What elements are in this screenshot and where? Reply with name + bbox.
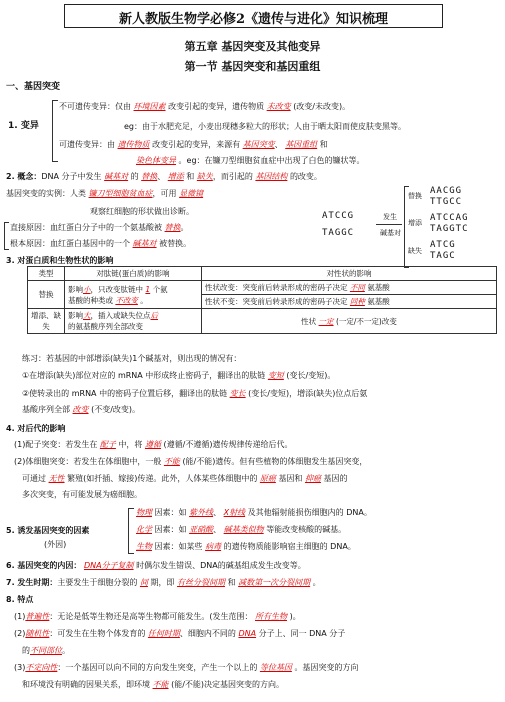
occur-label: 发生 bbox=[383, 213, 397, 221]
s3-ex3: ②使转录出的 mRNA 中的密码子位置后移，翻译出的肽链 变长 (变长/变短)，增添(缺失)位点后氨 bbox=[22, 389, 368, 398]
dna-type-add: 增添 bbox=[408, 219, 422, 227]
s8-line5: 和环境没有明确的因果关系，即环境 不能 (能/不能)决定基因突变的方向。 bbox=[22, 680, 285, 689]
table-row bbox=[28, 281, 497, 295]
s1-line1: 不可遗传变异：仅由 环境因素 改变引起的变异，遗传物质 未改变 (改变/未改变)。 bbox=[59, 102, 351, 111]
s8-line3: 的不同部位。 bbox=[22, 646, 70, 655]
dna-type-replace: 替换 bbox=[408, 192, 422, 200]
s2-line1: 2. 概念：DNA 分子中发生 碱基对 的 替换、 增添 和 缺失，而引起的 基因结构 的改变。 bbox=[6, 172, 322, 181]
title-box bbox=[64, 4, 443, 28]
table-cell: 性状 一定 (一定/不一定)改变 bbox=[202, 309, 497, 334]
dna-add-top: ATCCAG bbox=[430, 213, 469, 223]
s3-ex2: ①在增添(缺失)部位对应的 mRNA 中形成终止密码子，翻译出的肽链 变短 (变长/变短)。 bbox=[22, 371, 336, 380]
s8-line4: (3)不定向性：一个基因可以向不同的方向发生突变，产生一个以上的 等位基因 。基因突变的方向 bbox=[14, 663, 359, 672]
s2-line3: 观察红细胞的形状做出诊断。 bbox=[90, 207, 194, 216]
s2-line5: 根本原因：血红蛋白基因中的一个 碱基对 被替换。 bbox=[10, 239, 192, 248]
page-title: 新人教版生物学必修2《遗传与进化》知识梳理 bbox=[118, 12, 389, 27]
dna-replace-bottom: TTGCC bbox=[430, 197, 463, 207]
dna-left-top: ATCCG bbox=[322, 211, 355, 221]
dna-left-bottom: TAGGC bbox=[322, 228, 355, 238]
variation-label: 1. 变异 bbox=[8, 121, 39, 131]
s5-line1: 物理 因素：如 紫外线、 X射线 及其他辐射能损伤细胞内的 DNA。 bbox=[136, 508, 372, 517]
basepair-label: 碱基对 bbox=[380, 229, 401, 237]
cause-brace bbox=[4, 222, 9, 250]
s8-line2: (2)随机性：可发生在生物个体发育的 任何时期、细胞内不同的 DNA 分子上、同一 DNA 分子 bbox=[14, 629, 346, 638]
s1-heading: 一、基因突变 bbox=[6, 82, 61, 92]
table-cell: 增添、缺失 bbox=[28, 309, 65, 334]
s4-line2: (2)体细胞突变：若发生在体细胞中，一般 不能 (能/不能)遗传。但有些植物的体细胞发生基因突变， bbox=[14, 457, 368, 466]
chapter-heading: 第五章 基因突变及其他变异 bbox=[184, 40, 321, 53]
s5-sub: (外因) bbox=[44, 540, 67, 549]
dna-type-delete: 缺失 bbox=[408, 247, 422, 255]
dna-add-bottom: TAGGTC bbox=[430, 224, 469, 234]
s4-line4: 多次突变，有可能发展为癌细胞。 bbox=[22, 490, 142, 499]
s7-line: 7. 发生时期：主要发生于细胞分裂的 间 期，即 有丝分裂间期 和 减数第一次分裂间期 。 bbox=[6, 578, 321, 587]
table-row bbox=[28, 309, 497, 334]
s8-heading: 8. 特点 bbox=[6, 595, 34, 604]
s3-ex4: 基酸序列全部 改变 (不变/改变)。 bbox=[22, 405, 141, 414]
table-header-row bbox=[28, 267, 497, 281]
factor-brace bbox=[128, 508, 134, 554]
section-heading: 第一节 基因突变和基因重组 bbox=[184, 60, 321, 73]
table-header: 类型 bbox=[28, 267, 65, 281]
s1-line4: 染色体变异 。eg：在镰刀型细胞贫血症中出现了白色的镰状等。 bbox=[136, 156, 365, 165]
s6-line: 6. 基因突变的内因： DNA分子复制 时偶尔发生错误、DNA的碱基组成发生改变等。 bbox=[6, 561, 306, 570]
effect-table bbox=[27, 266, 497, 334]
table-cell: 替换 bbox=[28, 281, 65, 309]
s4-line3: 可通过 无性 繁殖(如扦插、嫁接)传递。此外，人体某些体细胞中的 原癌 基因和 抑癌 基因的 bbox=[22, 474, 348, 483]
s4-heading: 4. 对后代的影响 bbox=[6, 424, 66, 433]
s1-line3: 可遗传变异：由 遗传物质 改变引起的变异，来源有 基因突变、 基因重组 和 bbox=[59, 140, 328, 149]
s5-line2: 化学 因素：如 亚硝酸、 碱基类似物 等能改变核酸的碱基。 bbox=[136, 525, 347, 534]
s5-line3: 生物 因素：如某些 病毒 的遗传物质能影响宿主细胞的 DNA。 bbox=[136, 542, 356, 551]
table-cell: 影响小，只改变肽链中 1 个氨 基酸的种类或 不改变 。 bbox=[65, 281, 202, 309]
table-header: 对性状的影响 bbox=[202, 267, 497, 281]
dna-delete-bottom: TAGC bbox=[430, 251, 456, 261]
variation-brace bbox=[52, 100, 58, 162]
s3-ex1: 练习：若基因的中部增添(缺失)1个碱基对，则出现的情况有： bbox=[22, 354, 242, 363]
arrow-line bbox=[376, 224, 402, 225]
table-cell: 性状改变：突变前后转录形成的密码子决定 不同 氨基酸 bbox=[202, 281, 497, 295]
s2-line2: 基因突变的实例：人类 镰刀型细胞贫血症，可用 显微镜 bbox=[6, 189, 204, 198]
table-cell: 性状不变：突变前后转录形成的密码子决定 同种 氨基酸 bbox=[202, 295, 497, 309]
s8-line1: (1)普遍性：无论是低等生物还是高等生物都可能发生。(发生范围： 所有生物 )。 bbox=[14, 612, 301, 621]
table-header: 对肽链(蛋白质)的影响 bbox=[65, 267, 202, 281]
s5-heading: 5. 诱发基因突变的因素 bbox=[6, 526, 90, 535]
dna-replace-top: AACGG bbox=[430, 186, 463, 196]
s1-line2: eg：由于水肥充足，小麦出现穗多粒大的形状；人由于晒太阳而使皮肤变黑等。 bbox=[124, 122, 406, 131]
s3-heading: 3. 对蛋白质和生物性状的影响 bbox=[6, 256, 114, 265]
dna-delete-top: ATCG bbox=[430, 240, 456, 250]
s2-line4: 直接原因：血红蛋白分子中的一个氨基酸被 替换。 bbox=[10, 223, 189, 232]
s4-line1: (1)配子突变：若发生在 配子 中，将 遵循 (遵循/不遵循)遗传规律传递给后代。 bbox=[14, 440, 293, 449]
table-cell: 影响大，插入或缺失位点后 的氨基酸序列全部改变 bbox=[65, 309, 202, 334]
